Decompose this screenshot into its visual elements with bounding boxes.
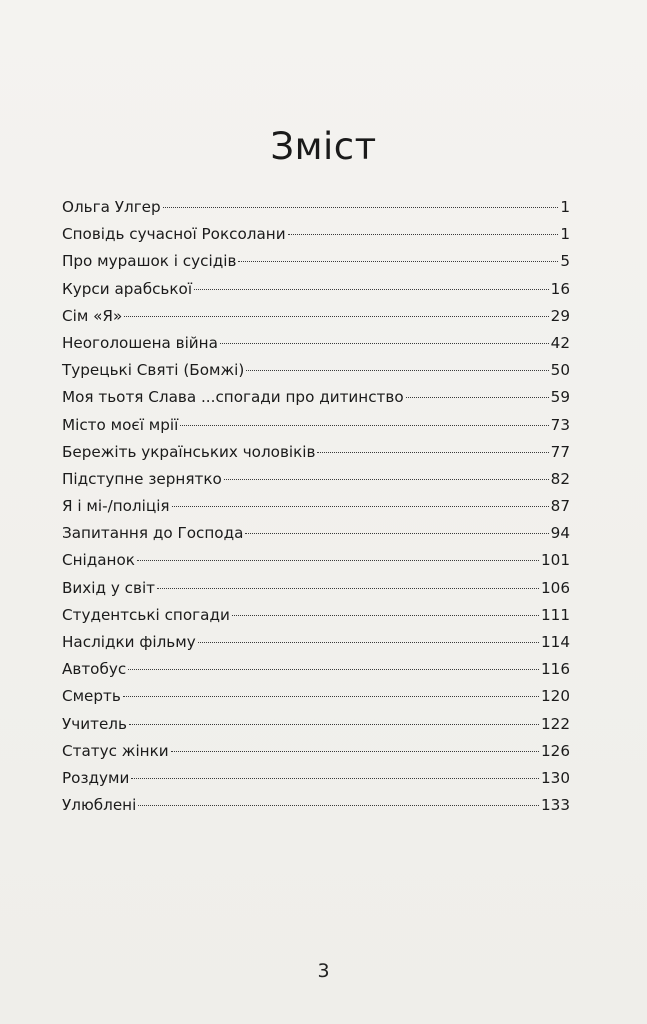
toc-entry — [62, 221, 570, 248]
page-title: Зміст — [270, 124, 377, 168]
toc-entry — [62, 792, 570, 819]
toc-entry — [62, 629, 570, 656]
toc-entry-page-number: 106 — [541, 578, 570, 597]
toc-entry-page-number: 111 — [541, 605, 570, 624]
toc-entry-title: Я і мі-/поліція — [62, 497, 170, 516]
toc-entry-page-number: 101 — [541, 551, 570, 570]
toc-dot-leader — [245, 533, 548, 534]
toc-entry-page-number: 130 — [541, 768, 570, 787]
toc-entry-page-number: 122 — [541, 714, 570, 733]
toc-entry-page-number: 5 — [560, 252, 570, 271]
toc-entry — [62, 439, 570, 466]
toc-entry-title: Улюблені — [62, 796, 137, 815]
toc-entry-page-number: 114 — [541, 633, 570, 651]
toc-entry-page-number: 73 — [550, 415, 570, 434]
toc-entry — [62, 493, 570, 520]
toc-dot-leader — [123, 696, 539, 697]
toc-entry-title: Вихід у світ — [62, 578, 156, 597]
toc-entry-title: Роздуми — [62, 768, 130, 787]
toc-dot-leader — [131, 778, 539, 779]
toc-entry — [62, 765, 570, 792]
toc-entry — [62, 683, 570, 710]
toc-entry — [62, 738, 570, 765]
toc-entry-page-number: 77 — [550, 442, 570, 461]
toc-entry-page-number: 120 — [541, 687, 570, 706]
toc-entry — [62, 412, 570, 439]
toc-entry-title: Учитель — [62, 714, 127, 733]
toc-dot-leader — [129, 724, 539, 725]
toc-dot-leader — [137, 560, 539, 561]
toc-entry-title: Моя тьотя Слава ...спогади про дитинство — [62, 388, 404, 407]
toc-dot-leader — [198, 642, 539, 643]
toc-entry-title: Сповідь сучасної Роксолани — [62, 225, 286, 244]
toc-dot-leader — [232, 615, 539, 616]
toc-entry-title: Про мурашок і сусідів — [62, 252, 237, 271]
toc-dot-leader — [246, 370, 548, 371]
toc-entry — [62, 384, 570, 411]
toc-dot-leader — [238, 261, 558, 262]
toc-entry — [62, 547, 570, 574]
toc-entry-page-number: 1 — [560, 225, 570, 244]
toc-dot-leader — [128, 669, 539, 670]
toc-entry-title: Наслідки фільму — [62, 633, 196, 651]
toc-dot-leader — [172, 506, 549, 507]
toc-dot-leader — [171, 751, 539, 752]
toc-dot-leader — [124, 316, 548, 317]
toc-entry-title: Смерть — [62, 687, 121, 706]
toc-entry-title: Бережіть українських чоловіків — [62, 442, 316, 461]
toc-entry — [62, 276, 570, 303]
toc-entry — [62, 575, 570, 602]
toc-entry-title: Неоголошена війна — [62, 333, 218, 352]
toc-entry-title: Автобус — [62, 660, 127, 679]
toc-entry-page-number: 50 — [550, 361, 570, 380]
toc-dot-leader — [157, 588, 539, 589]
toc-entry — [62, 602, 570, 629]
toc-entry-page-number: 42 — [550, 333, 570, 352]
toc-entry-page-number: 1 — [560, 198, 570, 216]
toc-dot-leader — [406, 397, 549, 398]
toc-entry-page-number: 29 — [550, 306, 570, 325]
toc-entry — [62, 248, 570, 275]
page-number: 3 — [317, 960, 330, 982]
toc-entry-page-number: 87 — [550, 497, 570, 516]
toc-entry-title: Сім «Я» — [62, 306, 123, 325]
toc-dot-leader — [180, 425, 548, 426]
toc-entry-page-number: 94 — [550, 524, 570, 543]
toc-dot-leader — [138, 805, 539, 806]
toc-entry — [62, 711, 570, 738]
table-of-contents — [62, 194, 570, 819]
toc-entry — [62, 330, 570, 357]
toc-dot-leader — [194, 289, 549, 290]
toc-entry-title: Ольга Улгер — [62, 198, 161, 216]
toc-dot-leader — [288, 234, 559, 235]
toc-entry — [62, 194, 570, 221]
toc-entry-title: Підступне зернятко — [62, 469, 222, 488]
toc-entry — [62, 303, 570, 330]
toc-dot-leader — [317, 452, 548, 453]
toc-entry-title: Студентські спогади — [62, 605, 230, 624]
toc-entry-page-number: 133 — [541, 796, 570, 815]
toc-entry-page-number: 126 — [541, 741, 570, 760]
toc-entry — [62, 357, 570, 384]
toc-entry-title: Сніданок — [62, 551, 135, 570]
toc-entry-page-number: 16 — [550, 279, 570, 298]
toc-entry — [62, 656, 570, 683]
toc-entry — [62, 466, 570, 493]
toc-dot-leader — [220, 343, 549, 344]
toc-entry-title: Місто моєї мрії — [62, 415, 179, 434]
toc-entry-page-number: 59 — [550, 388, 570, 407]
toc-entry-title: Курси арабської — [62, 279, 193, 298]
toc-dot-leader — [163, 207, 559, 208]
toc-entry-page-number: 116 — [541, 660, 570, 679]
toc-entry-title: Турецькі Святі (Бомжі) — [62, 361, 245, 380]
toc-entry-page-number: 82 — [550, 469, 570, 488]
toc-entry-title: Статус жінки — [62, 741, 169, 760]
toc-entry-title: Запитання до Господа — [62, 524, 244, 543]
toc-entry — [62, 520, 570, 547]
toc-dot-leader — [224, 479, 549, 480]
